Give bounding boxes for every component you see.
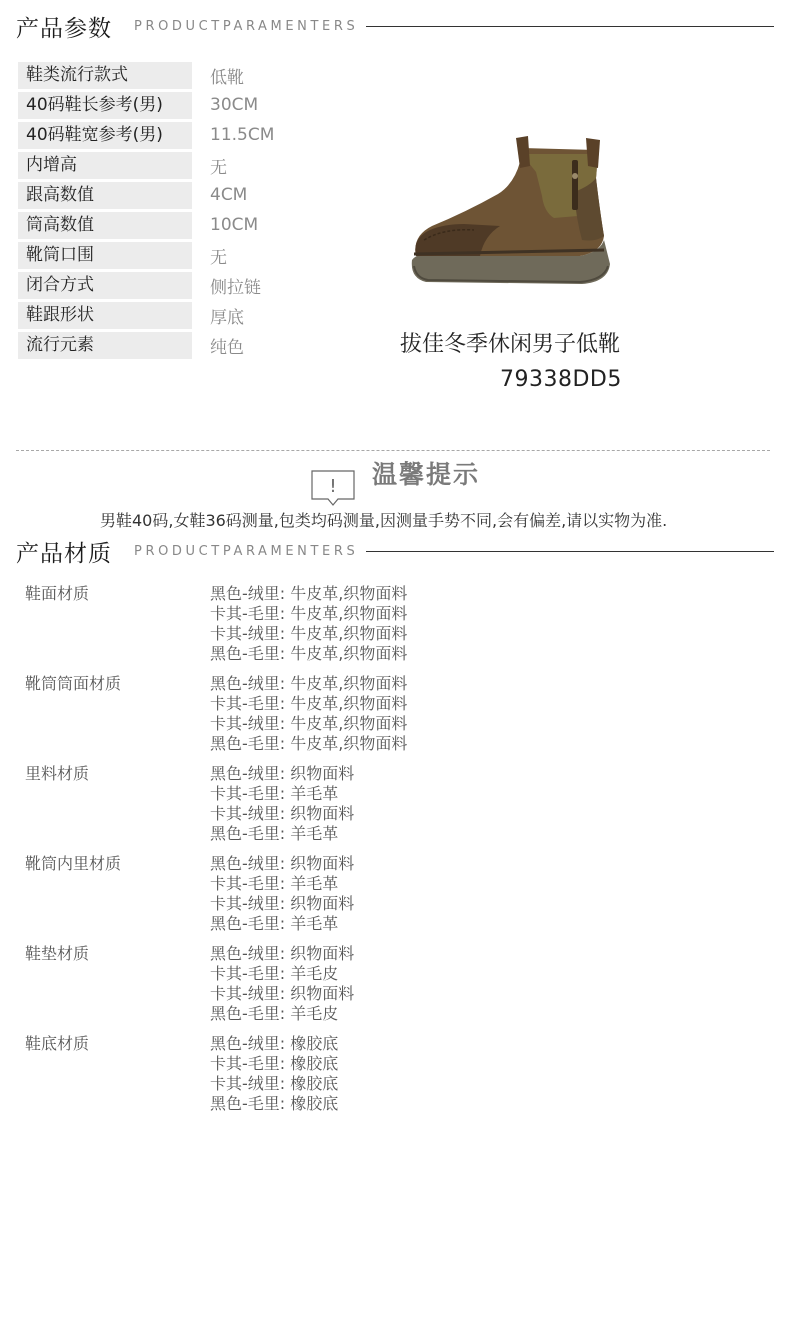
material-value: 黑色-毛里: 羊毛革: [210, 824, 339, 843]
param-key: 内增高: [18, 152, 192, 179]
param-key: 闭合方式: [18, 272, 192, 299]
param-key: 跟高数值: [18, 182, 192, 209]
section-subtitle: PRODUCTPARAMENTERS: [134, 18, 359, 34]
material-group: [25, 1034, 585, 1124]
product-name: 拔佳冬季休闲男子低靴: [400, 332, 621, 357]
params-table: [18, 60, 358, 360]
product-boot-image: [404, 132, 618, 292]
material-value: 卡其-毛里: 牛皮革,织物面料: [210, 694, 408, 713]
section-subtitle: PRODUCTPARAMENTERS: [134, 543, 359, 559]
section-header-materials: [16, 536, 774, 566]
section-header-params: [16, 11, 774, 41]
param-row: [18, 90, 358, 120]
material-value: 黑色-毛里: 羊毛皮: [210, 1004, 339, 1023]
material-value: 黑色-绒里: 牛皮革,织物面料: [210, 584, 408, 603]
material-value: 黑色-毛里: 橡胶底: [210, 1094, 339, 1113]
material-values: [210, 674, 407, 764]
section-divider: [366, 26, 774, 27]
param-value: 10CM: [210, 215, 259, 235]
param-value: 4CM: [210, 185, 248, 205]
exclamation-speech-bubble-icon: [309, 468, 357, 508]
section-title: 产品参数: [16, 15, 112, 42]
param-value: 无: [210, 157, 227, 178]
material-value: 卡其-毛里: 橡胶底: [210, 1054, 339, 1073]
param-row: [18, 210, 358, 240]
param-key: 40码鞋长参考(男): [18, 92, 192, 119]
param-key: 鞋类流行款式: [18, 62, 192, 89]
param-row: [18, 300, 358, 330]
notice-icon-symbol: !: [329, 476, 337, 497]
material-group: [25, 764, 585, 854]
material-values: [210, 584, 407, 674]
param-row: [18, 270, 358, 300]
material-value: 黑色-绒里: 织物面料: [210, 854, 355, 873]
material-value: 卡其-绒里: 织物面料: [210, 984, 355, 1003]
material-key: 鞋底材质: [25, 1034, 90, 1053]
param-row: [18, 150, 358, 180]
param-value: 30CM: [210, 95, 259, 115]
param-key: 流行元素: [18, 332, 192, 359]
param-row: [18, 120, 358, 150]
param-key: 靴筒口围: [18, 242, 192, 269]
material-key: 里料材质: [25, 764, 90, 783]
material-group: [25, 854, 585, 944]
material-value: 卡其-绒里: 织物面料: [210, 804, 355, 823]
dashed-divider: [16, 450, 770, 451]
material-value: 黑色-绒里: 织物面料: [210, 944, 355, 963]
material-value: 黑色-毛里: 牛皮革,织物面料: [210, 644, 408, 663]
material-values: [210, 1034, 338, 1124]
material-values: [210, 944, 354, 1034]
material-value: 黑色-毛里: 羊毛革: [210, 914, 339, 933]
material-values: [210, 854, 354, 944]
material-values: [210, 764, 354, 854]
materials-list: [25, 584, 585, 1124]
param-value: 低靴: [210, 67, 244, 88]
material-value: 黑色-绒里: 牛皮革,织物面料: [210, 674, 408, 693]
material-key: 靴筒内里材质: [25, 854, 122, 873]
section-title: 产品材质: [16, 540, 112, 567]
material-group: [25, 674, 585, 764]
notice-text: 男鞋40码,女鞋36码测量,包类均码测量,因测量手势不同,会有偏差,请以实物为准.: [100, 511, 668, 530]
material-key: 鞋面材质: [25, 584, 90, 603]
product-code: 79338DD5: [500, 367, 622, 392]
param-row: [18, 240, 358, 270]
material-group: [25, 584, 585, 674]
material-value: 黑色-毛里: 牛皮革,织物面料: [210, 734, 408, 753]
material-key: 靴筒筒面材质: [25, 674, 122, 693]
param-key: 筒高数值: [18, 212, 192, 239]
material-value: 黑色-绒里: 橡胶底: [210, 1034, 339, 1053]
param-value: 无: [210, 247, 227, 268]
material-value: 卡其-毛里: 羊毛皮: [210, 964, 339, 983]
material-value: 卡其-绒里: 牛皮革,织物面料: [210, 624, 408, 643]
param-row: [18, 60, 358, 90]
material-value: 黑色-绒里: 织物面料: [210, 764, 355, 783]
param-row: [18, 330, 358, 360]
material-value: 卡其-毛里: 牛皮革,织物面料: [210, 604, 408, 623]
section-divider: [366, 551, 774, 552]
material-value: 卡其-绒里: 橡胶底: [210, 1074, 339, 1093]
param-value: 11.5CM: [210, 125, 275, 145]
material-value: 卡其-毛里: 羊毛革: [210, 874, 339, 893]
material-value: 卡其-绒里: 牛皮革,织物面料: [210, 714, 408, 733]
material-value: 卡其-毛里: 羊毛革: [210, 784, 339, 803]
param-value: 纯色: [210, 337, 244, 358]
material-key: 鞋垫材质: [25, 944, 90, 963]
notice-title: 温馨提示: [372, 460, 481, 489]
param-value: 厚底: [210, 307, 244, 328]
material-value: 卡其-绒里: 织物面料: [210, 894, 355, 913]
param-row: [18, 180, 358, 210]
param-key: 40码鞋宽参考(男): [18, 122, 192, 149]
param-key: 鞋跟形状: [18, 302, 192, 329]
material-group: [25, 944, 585, 1034]
param-value: 侧拉链: [210, 277, 261, 298]
